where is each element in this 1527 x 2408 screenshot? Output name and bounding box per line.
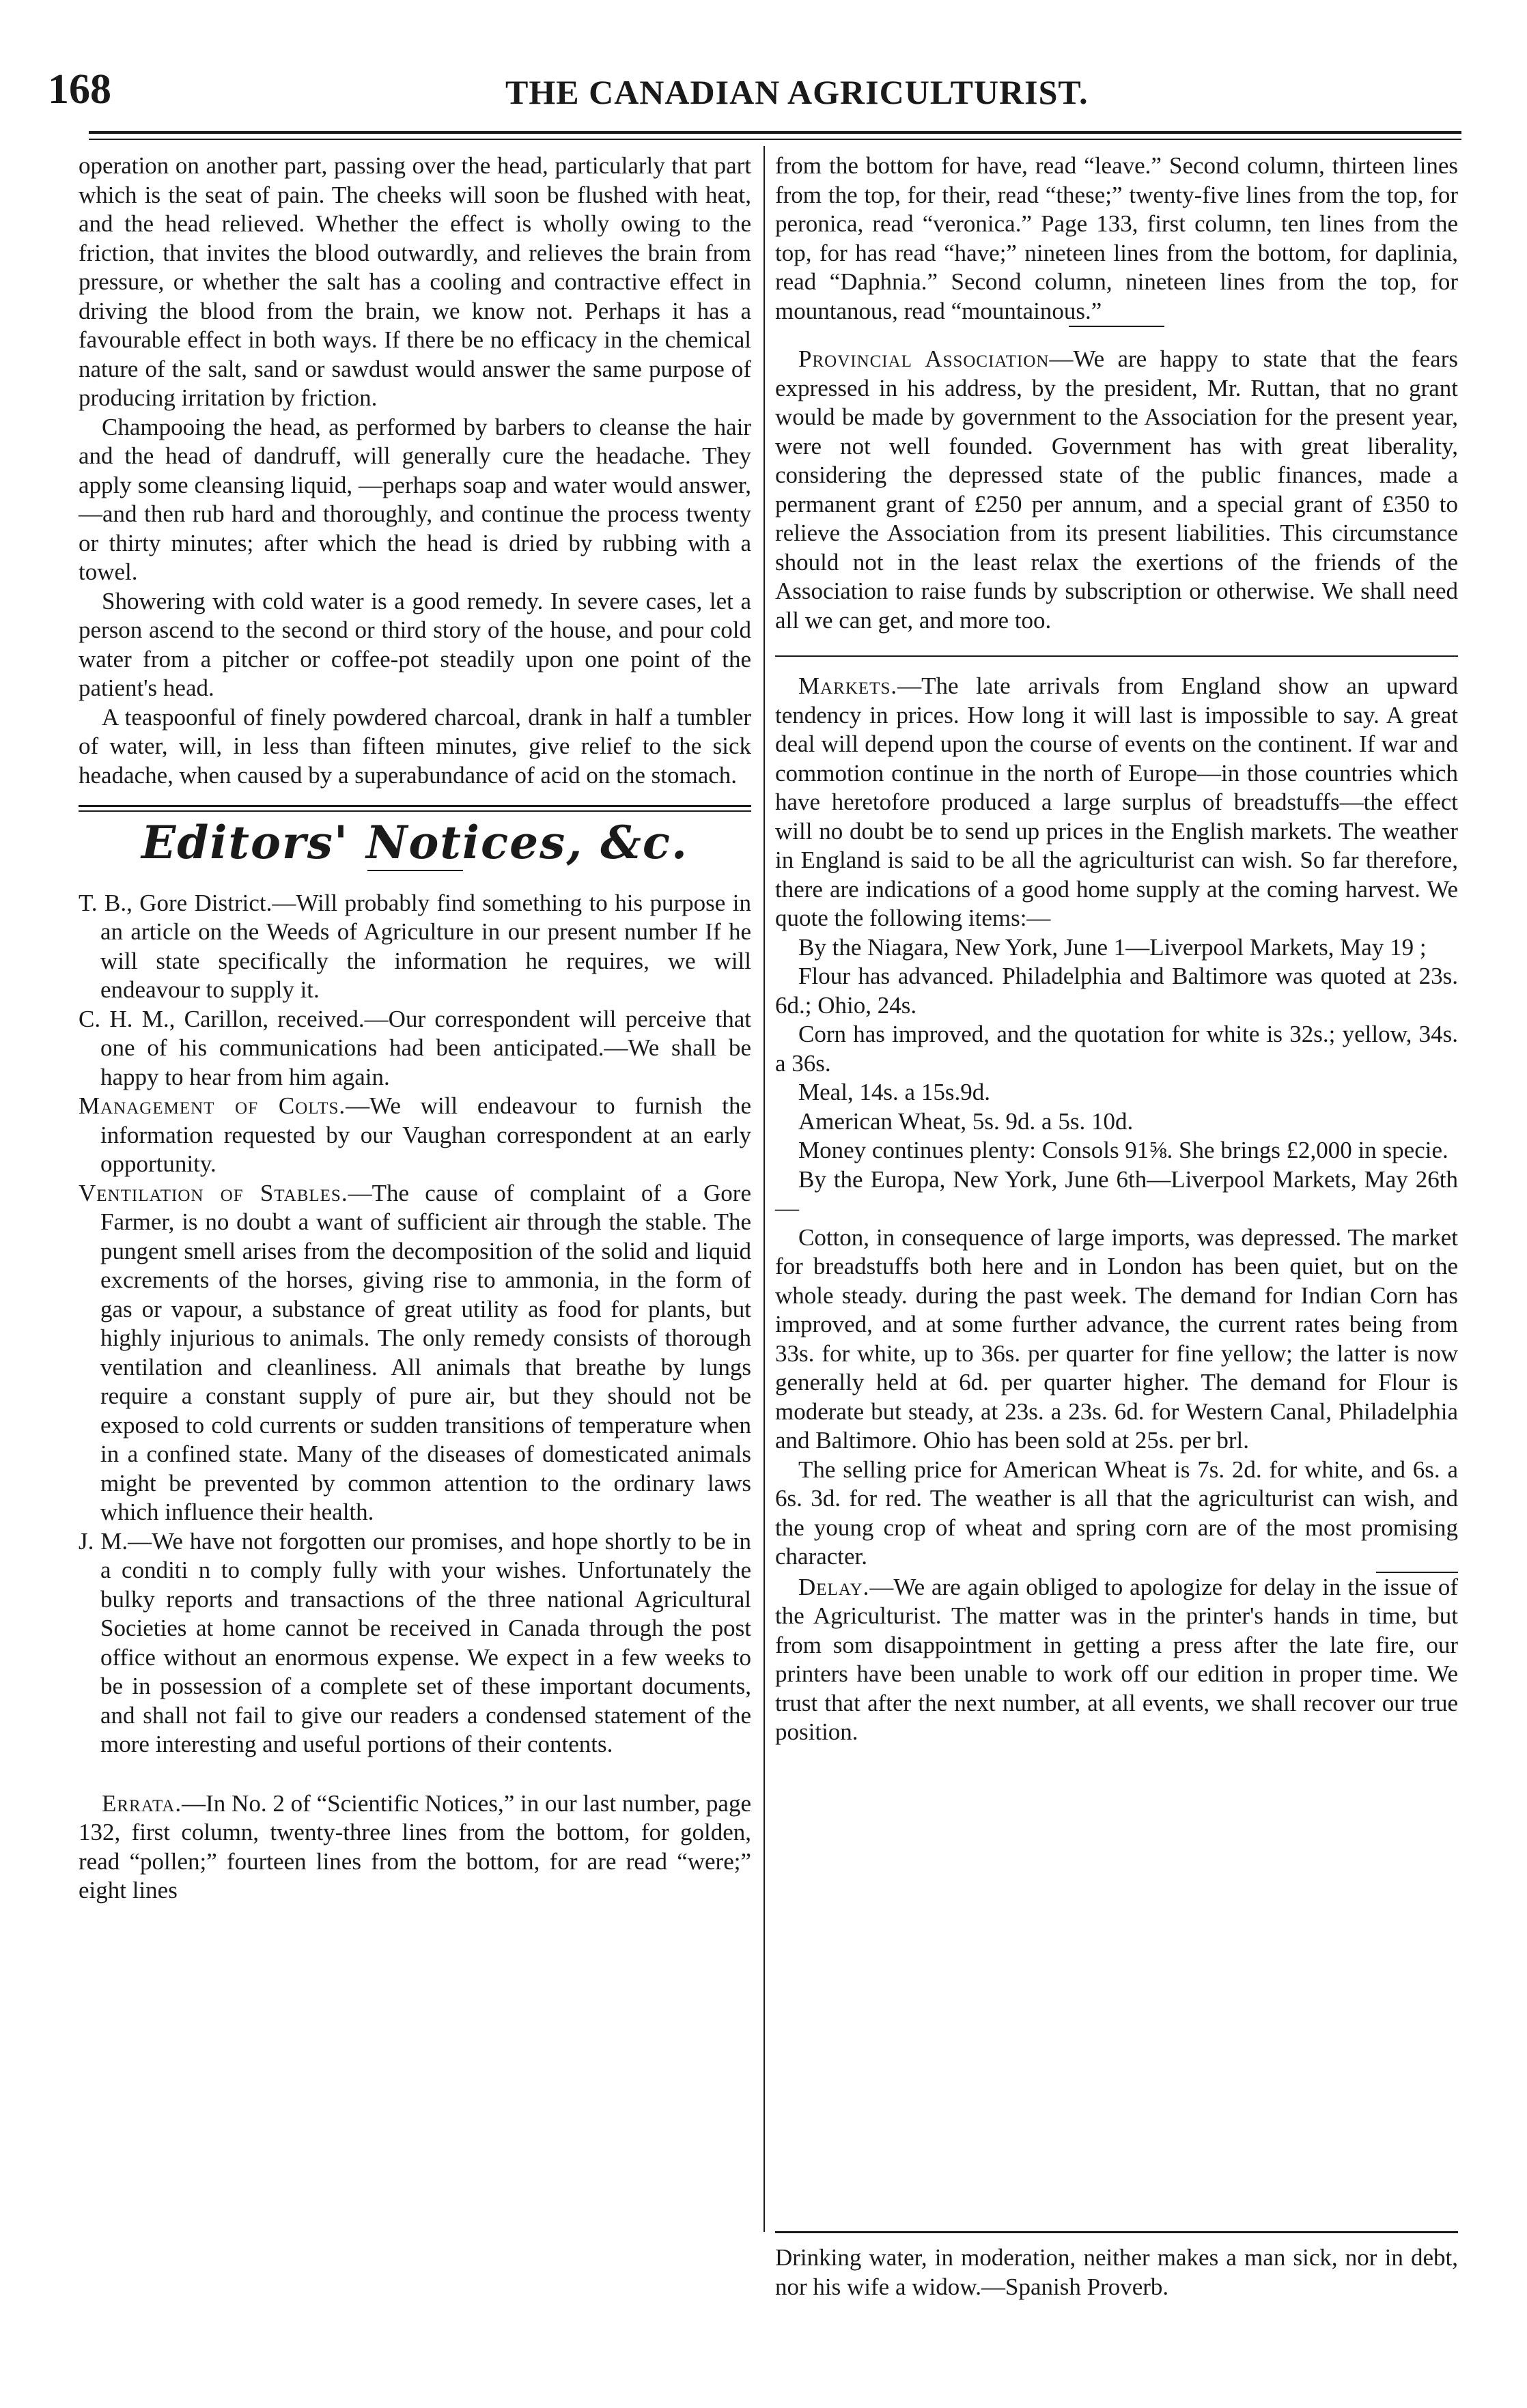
left-column: [79, 152, 751, 1906]
proverb-rule: [775, 2231, 1458, 2233]
notice-label: Provincial Association: [798, 345, 1050, 372]
article-paragraph: Champooing the head, as performed by barbers to cleanse the hair and the head of dandruff, will generally cure the headache. They apply some cleansing liquid, —perhaps soap and water would answer,—and then rub hard and thoroughly, and continue the process twenty or thirty minutes; after which the head is dried by rubbing with a towel.: [79, 413, 751, 585]
notice-label: Delay.: [798, 1573, 870, 1600]
errata-label: Errata.: [102, 1789, 182, 1817]
header-rule: [89, 131, 1461, 134]
notice-label: Management of Colts.: [79, 1092, 346, 1119]
market-item: The selling price for American Wheat is 7s. 2d. for white, and 6s. a 6s. 3d. for red. The weather is all that the agriculturist can wish, and the young crop of wheat and spring corn are of the most promising character.: [775, 1456, 1458, 1570]
market-item: Meal, 14s. a 15s.9d.: [798, 1079, 990, 1105]
section-rule: [79, 805, 751, 812]
market-item: American Wheat, 5s. 9d. a 5s. 10d.: [798, 1107, 1134, 1135]
market-item: By the Europa, New York, June 6th—Liverpool Markets, May 26th—: [775, 1165, 1458, 1221]
notice-item: T. B., Gore District.—Will probably find something to his purpose in an article on the Weeds of Agriculture in our present number If he will state specifically the information he requires, we will endeavour to supply it.: [79, 889, 751, 1003]
notice-text: —We will endeavour to furnish the information requested by our Vaughan correspondent at an early opportunity.: [100, 1092, 751, 1177]
notice-text: —The cause of complaint of a Gore Farmer, is no doubt a want of sufficient air through the stable. The pungent smell arises from the decomposition of the solid and liquid excrements of the horses, giving rise to ammonia, in the form of gas or vapour, a substance of great utility as food for plants, but highly injurious to animals. The only remedy consists of thorough ventilation and cleanliness. All animals that breathe by lungs require a constant supply of pure air, but they should not be exposed to cold currents or sudden transitions of temperature when in a confined state. Many of the diseases of domesticated animals might be prevented by common attention to the ordinary laws which influence their health.: [100, 1179, 751, 1525]
notice-item: [79, 1179, 751, 1527]
provincial-association-paragraph: [775, 345, 1458, 635]
market-item: By the Niagara, New York, June 1—Liverpool Markets, May 19 ;: [798, 933, 1427, 961]
column-divider: [764, 146, 765, 2232]
errata-paragraph: [79, 1789, 751, 1906]
errata-text: —In No. 2 of “Scientific Notices,” in our last number, page 132, first column, twenty-three lines from the bottom, for golden, read “pollen;” fourteen lines from the bottom, for are read “were;” eight lines: [79, 1789, 751, 1903]
header-rule-thin: [89, 139, 1461, 140]
delay-paragraph: [775, 1573, 1458, 1747]
right-column: [775, 152, 1458, 1747]
article-paragraph: A teaspoonful of finely powdered charcoal, drank in half a tumbler of water, will, in less than fifteen minutes, give relief to the sick headache, when caused by a superabundance of acid on the stomach.: [79, 703, 751, 789]
notice-item: J. M.—We have not forgotten our promises, and hope shortly to be in a conditi n to comply fully with your wishes. Unfortunately the bulky reports and transactions of the three national Agricultural Societies at home cannot be received in Canada through the post office without an enormous expense. We expect in a few weeks to be in possession of a complete set of these important documents, and shall not fail to give our readers a condensed statement of the more interesting and useful portions of their contents.: [79, 1527, 751, 1757]
divider: [775, 655, 1458, 657]
market-item: Corn has improved, and the quotation for white is 32s.; yellow, 34s. a 36s.: [775, 1021, 1458, 1077]
market-item: Flour has advanced. Philadelphia and Baltimore was quoted at 23s. 6d.; Ohio, 24s.: [775, 963, 1458, 1019]
notice-item: [79, 1092, 751, 1179]
notice-item: C. H. M., Carillon, received.—Our correspondent will perceive that one of his communications had been anticipated.—We shall be happy to hear from him again.: [79, 1005, 751, 1090]
notice-text: —We are again obliged to apologize for delay in the issue of the Agriculturist. The matter was in the printer's hands in time, but from som disappointment in getting a press after the late fire, our printers have been unable to work off our edition in proper time. We trust that after the next number, at all events, we shall recover our true position.: [775, 1573, 1458, 1745]
page-number: 168: [48, 66, 111, 113]
article-paragraph: Showering with cold water is a good remedy. In severe cases, let a person ascend to the second or third story of the house, and pour cold water from a pitcher or coffee-pot steadily upon one point of the patient's head.: [79, 587, 751, 701]
notice-text: —We are happy to state that the fears expressed in his address, by the president, Mr. Ruttan, that no grant would be made by government to the Association for the present year, were not well founded. Government has with great liberality, considering the depressed state of the public finances, made a permanent grant of £250 per annum, and a special grant of £350 to relieve the Association from its present liabilities. This circumstance should not in the least relax the exertions of the friends of the Association to raise funds by subscription or otherwise. We shall need all we can get, and more too.: [775, 345, 1458, 634]
errata-continued: from the bottom for have, read “leave.” Second column, thirteen lines from the top, for their, read “these;” twenty-five lines from the top, for peronica, read “veronica.” Page 133, first column, ten lines from the top, for has read “have;” nineteen lines from the bottom, for daplinia, read “Daphnia.” Second column, nineteen lines from the top, for mountanous, read “mountainous.”: [775, 152, 1458, 324]
section-title: Editors' Notices, &c.: [141, 816, 689, 869]
market-item: Cotton, in consequence of large imports, was depressed. The market for breadstuffs both here and in London has been quiet, but on the whole steady. during the past week. The demand for Indian Corn has improved, and at some further advance, the current rates being from 33s. for white, up to 36s. per quarter for fine yellow; the latter is now generally held at 6d. per quarter higher. The demand for Flour is moderate but steady, at 23s. a 23s. 6d. for Western Canal, Philadelphia and Baltimore. Ohio has been sold at 25s. per brl.: [775, 1223, 1458, 1454]
notice-text: —The late arrivals from England show an upward tendency in prices. How long it will last is impossible to say. A great deal will depend upon the course of events on the continent. If war and commotion continue in the north of Europe—in those countries which have heretofore produced a large surplus of breadstuffs—the effect will no doubt be to send up prices in the English markets. The weather in England is said to be all the agriculturist can wish. So far therefore, there are indications of a good home supply at the coming harvest. We quote the following items:—: [775, 672, 1458, 931]
notice-label: Markets.: [798, 672, 898, 699]
notice-label: Ventilation of Stables.: [79, 1179, 348, 1206]
market-item: Money continues plenty: Consols 91⅝. She brings £2,000 in specie.: [798, 1137, 1448, 1163]
article-paragraph: operation on another part, passing over the head, particularly that part which is the seat of pain. The cheeks will soon be flushed with heat, and the head relieved. Whether the effect is wholly owing to the friction, that invites the blood outwardly, and relieves the brain from pressure, or whether the salt has a cooling and contractive effect in driving the blood from the brain, we know not. Perhaps it has a favourable effect in both ways. If there be no efficacy in the chemical nature of the salt, sand or sawdust would answer the same purpose of producing irritation by friction.: [79, 152, 751, 411]
proverb: Drinking water, in moderation, neither makes a man sick, nor in debt, nor his wife a widow.—Spanish Proverb.: [775, 2244, 1458, 2300]
running-title: THE CANADIAN AGRICULTURIST.: [505, 73, 1089, 111]
markets-paragraph: [775, 672, 1458, 933]
